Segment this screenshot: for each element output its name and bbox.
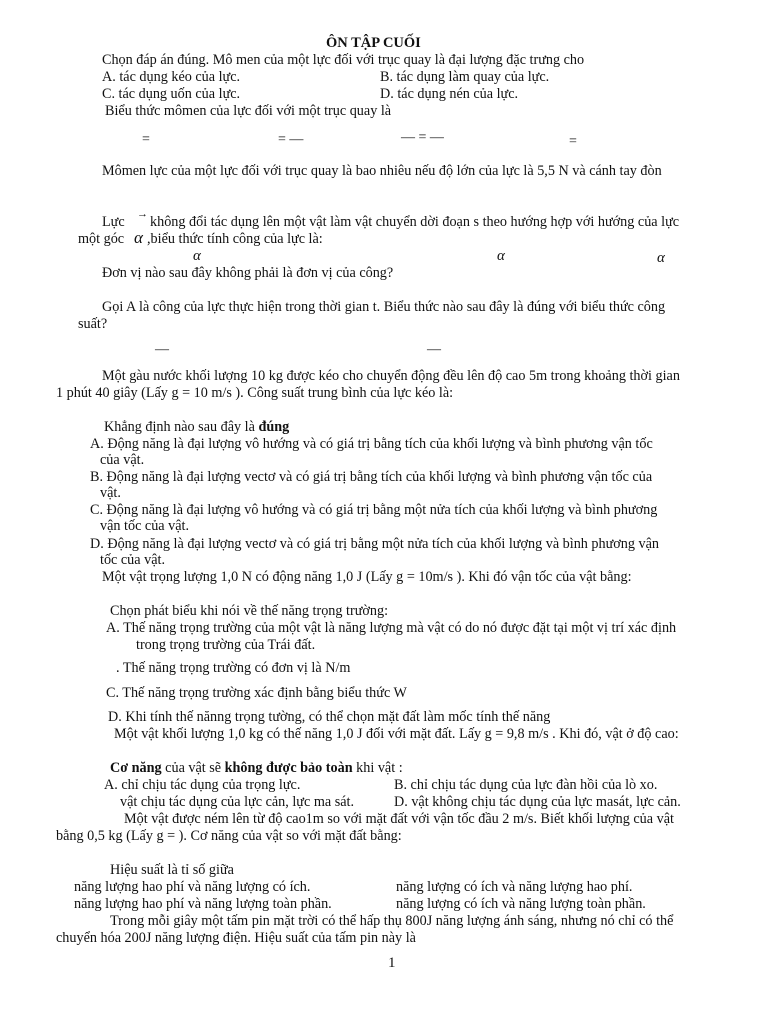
q10-option-a-line1: A. Thế năng trọng trường của một vật là năng lượng mà vật có do nó được đặt tại một vị trí xác định <box>106 620 677 636</box>
q1-stem: Chọn đáp án đúng. Mô men của một lực đối với trục quay là đại lượng đặc trưng cho <box>102 52 585 68</box>
q12-stem-emphasis-2: không được bảo toàn <box>224 760 353 776</box>
q12-stem <box>110 760 403 777</box>
q14-option-b: năng lượng có ích và năng lượng hao phí. <box>396 879 633 895</box>
q14-stem: Hiệu suất là tỉ số giữa <box>110 862 234 878</box>
q8-option-b-line2: vật. <box>100 485 121 501</box>
q10-stem: Chọn phát biểu khi nói về thế năng trọng trường: <box>110 603 389 619</box>
q4-option-alpha-3: α <box>657 250 665 266</box>
q14-option-c: năng lượng hao phí và năng lượng toàn phần. <box>74 896 332 912</box>
q8-option-d-line1: D. Động năng là đại lượng vectơ và có giá trị bằng một nửa tích của khối lượng và bình phương vận <box>90 536 660 552</box>
q4-option-alpha-1: α <box>193 248 201 264</box>
q12-stem-text-2: khi vật : <box>352 760 403 776</box>
q15-line2: chuyển hóa 200J năng lượng điện. Hiệu suất của tấm pin này là <box>56 930 416 946</box>
q14-option-d: năng lượng có ích và năng lượng toàn phần. <box>396 896 646 912</box>
q10-option-a-line2: trong trọng trường của Trái đất. <box>136 637 316 653</box>
q11-stem: Một vật khối lượng 1,0 kg có thế năng 1,0 J đối với mặt đất. Lấy g = 9,8 m/s . Khi đó, vật ở độ cao: <box>114 726 679 742</box>
q12-stem-emphasis-1: Cơ năng <box>110 760 162 776</box>
q8-stem-emphasis: đúng <box>258 419 290 435</box>
q3-stem: Mômen lực của một lực đối với trục quay là bao nhiêu nếu độ lớn của lực là 5,5 N và cánh tay đòn <box>102 163 662 179</box>
q10-option-b: . Thế năng trọng trường có đơn vị là N/m <box>116 660 351 676</box>
q5-stem: Đơn vị nào sau đây không phải là đơn vị của công? <box>102 265 394 281</box>
q12-option-a: A. chỉ chịu tác dụng của trọng lực. <box>104 777 301 793</box>
q2-formula-d: = <box>569 134 577 149</box>
page-title: ÔN TẬP CUỐI <box>326 35 421 51</box>
q8-option-d-line2: tốc của vật. <box>100 552 165 568</box>
alpha-symbol: α <box>134 228 143 247</box>
q6-fraction-bar-2: — <box>427 342 441 357</box>
q8-option-b-line1: B. Động năng là đại lượng vectơ và có giá trị bằng tích của khối lượng và bình phương vận tốc của <box>90 469 653 485</box>
q10-option-c: C. Thế năng trọng trường xác định bằng biểu thức W <box>106 685 407 701</box>
q8-option-c-line2: vận tốc của vật. <box>100 518 190 534</box>
q12-option-d: D. vật không chịu tác dụng của lực masát, lực cản. <box>394 794 681 810</box>
q15-line1: Trong mỗi giây một tấm pin mặt trời có thể hấp thụ 800J năng lượng ánh sáng, nhưng nó chỉ có thể <box>110 913 674 929</box>
q8-option-a-line1: A. Động năng là đại lượng vô hướng và có giá trị bằng tích của khối lượng và bình phương vận tốc <box>90 436 653 452</box>
q8-stem-text: Khẳng định nào sau đây là <box>104 419 259 435</box>
q8-stem <box>104 419 289 436</box>
q12-option-b: B. chỉ chịu tác dụng của lực đàn hồi của lò xo. <box>394 777 658 793</box>
q14-option-a: năng lượng hao phí và năng lượng có ích. <box>74 879 311 895</box>
q12-option-c: vật chịu tác dụng của lực cản, lực ma sát. <box>120 794 355 810</box>
vector-arrow-icon: → <box>137 208 148 220</box>
q1-option-d: D. tác dụng nén của lực. <box>380 86 519 102</box>
q8-option-a-line2: của vật. <box>100 452 145 468</box>
q7-line1: Một gàu nước khối lượng 10 kg được kéo cho chuyển động đều lên độ cao 5m trong khoảng thời gian <box>102 368 680 384</box>
q4-line2-start: một góc <box>78 231 125 247</box>
q4-option-alpha-2: α <box>497 248 505 264</box>
q7-line2: 1 phút 40 giây (Lấy g = 10 m/s ). Công suất trung bình của lực kéo là: <box>56 385 454 401</box>
q13-line1: Một vật được ném lên từ độ cao1m so với mặt đất với vận tốc đầu 2 m/s. Biết khối lượng của vật <box>124 811 674 827</box>
q6-line2: suất? <box>78 316 108 332</box>
q1-option-c: C. tác dụng uốn của lực. <box>102 86 241 102</box>
q2-formula-b: = — <box>278 132 304 147</box>
q10-option-d: D. Khi tính thế nănng trọng tường, có thể chọn mặt đất làm mốc tính thế năng <box>108 709 551 725</box>
q8-option-c-line1: C. Động năng là đại lượng vô hướng và có giá trị bằng một nửa tích của khối lượng và bình phương <box>90 502 658 518</box>
q1-option-a: A. tác dụng kéo của lực. <box>102 69 241 85</box>
q1-option-b: B. tác dụng làm quay của lực. <box>380 69 550 85</box>
page-number: 1 <box>388 955 396 971</box>
q4-line2-end: ,biểu thức tính công của lực là: <box>147 231 323 247</box>
q2-stem: Biểu thức mômen của lực đối với một trục quay là <box>105 103 392 119</box>
q13-line2: bằng 0,5 kg (Lấy g = ). Cơ năng của vật so với mặt đất bằng: <box>56 828 402 844</box>
q4-line1-start: Lực <box>102 214 125 230</box>
q4-line1-end: không đổi tác dụng lên một vật làm vật chuyển dời đoạn s theo hướng hợp với hướng của lực <box>150 214 680 230</box>
q6-fraction-bar-1: — <box>155 342 169 357</box>
q2-formula-c: — = — <box>401 130 444 145</box>
q2-formula-a: = <box>142 132 150 147</box>
q12-stem-text-1: của vật sẽ <box>161 760 225 776</box>
q6-line1: Gọi A là công của lực thực hiện trong thời gian t. Biểu thức nào sau đây là đúng với biểu thức công <box>102 299 666 315</box>
q9-stem: Một vật trọng lượng 1,0 N có động năng 1,0 J (Lấy g = 10m/s ). Khi đó vận tốc của vật bằng: <box>102 569 632 585</box>
